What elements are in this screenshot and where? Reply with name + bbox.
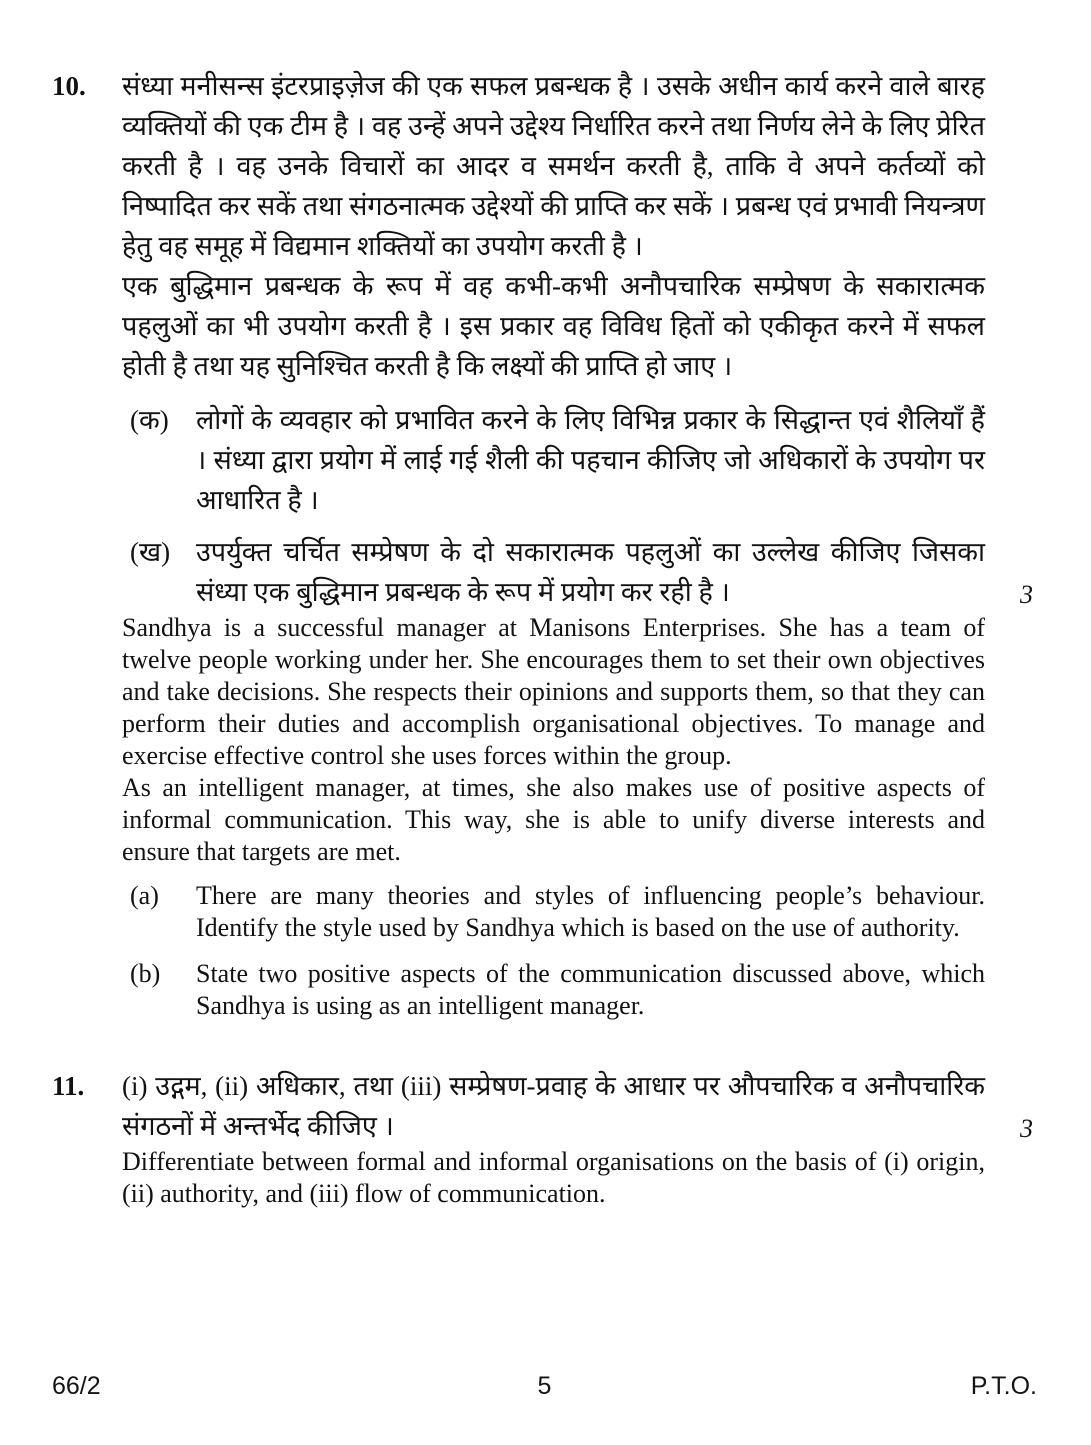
question-10-english-paragraph-1: Sandhya is a successful manager at Manisons Enterprises. She has a team of twelve people working under her. She encourages them to set their own objectives and take decisions. She respects their opinions and supports them, so that they can perform their duties and accomplish organisational objectives. To manage and exercise effective control she uses forces within the group. — [122, 613, 985, 770]
subpart-ka-text: लोगों के व्यवहार को प्रभावित करने के लिए विभिन्न प्रकार के सिद्धान्त एवं शैलियाँ हैं । संध्या द्वारा प्रयोग में लाई गई शैली की पहचान कीजिए जो अधिकारों के उपयोग पर आधारित है । — [196, 405, 985, 515]
question-11-english-text: Differentiate between formal and informal organisations on the basis of (i) origin, (ii) authority, and (iii) flow of communication. — [122, 1147, 985, 1208]
question-10-subpart-b — [122, 958, 985, 1022]
question-11-marks: 3 — [1020, 1114, 1033, 1143]
subpart-kha-label: (ख) — [130, 537, 171, 567]
question-11-number: 11. — [52, 1071, 85, 1101]
question-11 — [52, 1066, 1037, 1210]
pto-label: P.T.O. — [970, 1372, 1037, 1400]
question-10-hindi-paragraph-1: संध्या मनीसन्स इंटरप्राइज़ेज की एक सफल प्रबन्धक है । उसके अधीन कार्य करने वाले बारह व्यक्तियों की एक टीम है । वह उन्हें अपने उद्देश्य निर्धारित करने तथा निर्णय लेने के लिए प्रेरित करती है । वह उनके विचारों का आदर व समर्थन करती है, ताकि वे अपने कर्तव्यों को निष्पादित कर सकें तथा संगठनात्मक उद्देश्यों की प्राप्ति कर सकें । प्रबन्ध एवं प्रभावी नियन्त्रण हेतु वह समूह में विद्यमान शक्तियों का उपयोग करती है । — [122, 71, 985, 261]
subpart-ka-label: (क) — [130, 405, 169, 435]
question-11-hindi-text: (i) उद्गम, (ii) अधिकार, तथा (iii) सम्प्रेषण-प्रवाह के आधार पर औपचारिक व अनौपचारिक संगठनों में अन्तर्भेद कीजिए । — [122, 1071, 985, 1141]
question-10-subpart-kha — [122, 532, 1033, 612]
question-10-subpart-ka — [122, 400, 985, 520]
subpart-a-text: There are many theories and styles of influencing people’s behaviour. Identify the style used by Sandhya which is based on the use of authority. — [196, 881, 985, 942]
subpart-b-label: (b) — [130, 959, 161, 988]
subpart-b-text: State two positive aspects of the communication discussed above, which Sandhya is using as an intelligent manager. — [196, 959, 985, 1020]
question-10 — [52, 66, 1037, 1022]
question-10-subpart-a — [122, 880, 985, 944]
question-10-english-paragraph-2: As an intelligent manager, at times, she also makes use of positive aspects of informal communication. This way, she is able to unify diverse interests and ensure that targets are met. — [122, 773, 985, 866]
subpart-a-label: (a) — [130, 881, 159, 910]
page-footer — [52, 1372, 1037, 1401]
question-10-hindi-paragraph-2: एक बुद्धिमान प्रबन्धक के रूप में वह कभी-कभी अनौपचारिक सम्प्रेषण के सकारात्मक पहलुओं का भी उपयोग करती है । इस प्रकार वह विविध हितों को एकीकृत करने में सफल होती है तथा यह सुनिश्चित करती है कि लक्ष्यों की प्राप्ति हो जाए । — [122, 271, 985, 381]
question-10-marks: 3 — [1020, 580, 1033, 609]
question-10-number: 10. — [52, 71, 86, 101]
subpart-kha-text: उपर्युक्त चर्चित सम्प्रेषण के दो सकारात्मक पहलुओं का उल्लेख कीजिए जिसका संध्या एक बुद्धिमान प्रबन्धक के रूप में प्रयोग कर रही है । — [196, 537, 985, 607]
paper-code: 66/2 — [52, 1372, 101, 1400]
question-11-hindi-block — [122, 1066, 1033, 1146]
page-number: 5 — [537, 1372, 552, 1400]
